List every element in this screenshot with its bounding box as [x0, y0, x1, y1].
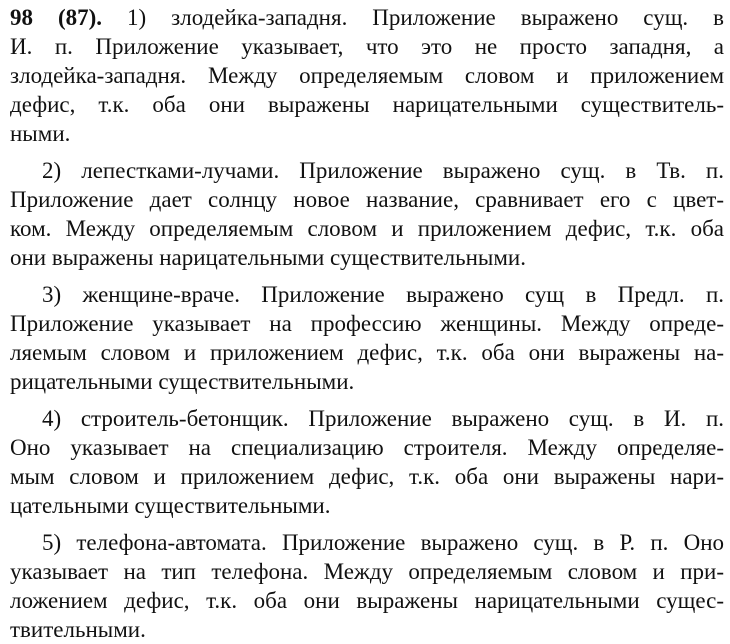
- answer-4: [10, 404, 724, 520]
- text-line: мым словом и приложением дефис, т.к. оба они выражены нари-: [10, 464, 724, 489]
- text-line: 5) телефона-автомата. Приложение выражено сущ. в Р. п. Оно: [42, 530, 724, 555]
- text-line: 98 (87). 1) злодейка-западня. Приложение выражено сущ. в: [10, 5, 725, 30]
- text-line: злодейка-западня. Между определяемым словом и приложением: [10, 63, 724, 88]
- text-line: цательными существительными.: [10, 493, 331, 518]
- text-line: твительными.: [10, 617, 146, 642]
- text-line: 3) женщине-враче. Приложение выражено сущ в Предл. п.: [42, 282, 724, 307]
- answer-2: [10, 156, 724, 272]
- exercise-number: 98 (87).: [10, 5, 103, 30]
- text-line: ляемым словом и приложением дефис, т.к. оба они выражены на-: [10, 340, 724, 365]
- text-line: И. п. Приложение указывает, что это не просто западня, а: [10, 34, 724, 59]
- text-line: ком. Между определяемым словом и приложением дефис, т.к. оба: [10, 216, 724, 241]
- text-line: Оно указывает на специализацию строителя. Между определяе-: [10, 435, 724, 460]
- answer-5: [10, 528, 724, 644]
- text-line: 2) лепестками-лучами. Приложение выражено сущ. в Тв. п.: [42, 158, 724, 183]
- text-line: рицательными существительными.: [10, 369, 355, 394]
- text-line: они выражены нарицательными существительными.: [10, 245, 526, 270]
- text-line: 4) строитель-бетонщик. Приложение выражено сущ. в И. п.: [42, 406, 724, 431]
- text-line: указывает на тип телефона. Между определяемым словом и при-: [10, 559, 724, 584]
- text-line: Приложение дает солнцу новое название, сравнивает его с цвет-: [10, 187, 724, 212]
- answer-3: [10, 280, 724, 396]
- text-line: ложением дефис, т.к. оба они выражены нарицательными сущес-: [10, 588, 724, 613]
- text-line: дефис, т.к. оба они выражены нарицательными существитель-: [10, 92, 724, 117]
- text-line: Приложение указывает на профессию женщины. Между опреде-: [10, 311, 724, 336]
- text-line: ными.: [10, 121, 71, 146]
- answer-1: [10, 3, 724, 148]
